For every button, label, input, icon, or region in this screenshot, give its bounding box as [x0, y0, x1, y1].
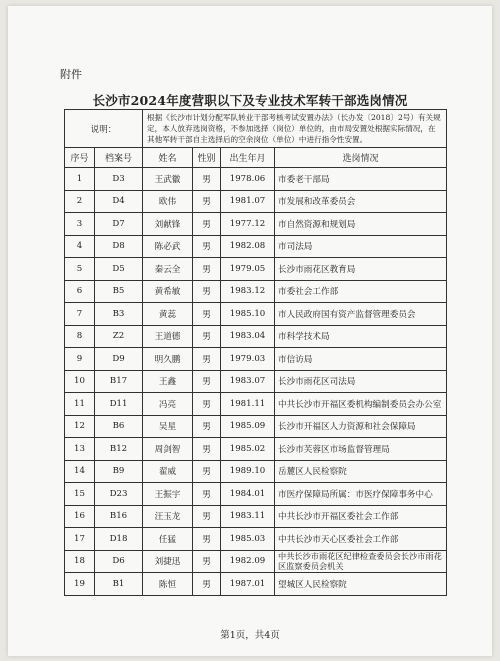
- cell-placement: 望城区人民检察院: [275, 573, 447, 596]
- attachment-label: 附件: [60, 68, 82, 81]
- cell-index: 18: [65, 550, 95, 573]
- cell-placement: 市人民政府国有资产监督管理委员会: [275, 303, 447, 326]
- table-row: [65, 393, 447, 416]
- cell-file-no: B3: [95, 303, 143, 326]
- table-row: [65, 573, 447, 596]
- cell-birth: 1979.03: [221, 348, 275, 371]
- cell-gender: 男: [193, 573, 221, 596]
- cell-index: 12: [65, 415, 95, 438]
- cell-gender: 男: [193, 393, 221, 416]
- cell-name: 刘献锋: [143, 213, 193, 236]
- cell-gender: 男: [193, 460, 221, 483]
- note-row: [65, 110, 447, 148]
- cell-index: 9: [65, 348, 95, 371]
- cell-name: 刘捷迅: [143, 550, 193, 573]
- cell-birth: 1978.06: [221, 168, 275, 191]
- cell-birth: 1985.10: [221, 303, 275, 326]
- cell-gender: 男: [193, 415, 221, 438]
- cell-placement: 长沙市开福区人力资源和社会保障局: [275, 415, 447, 438]
- cell-birth: 1985.02: [221, 438, 275, 461]
- cell-gender: 男: [193, 213, 221, 236]
- table-row: [65, 168, 447, 191]
- table-row: [65, 483, 447, 506]
- cell-index: 19: [65, 573, 95, 596]
- cell-gender: 男: [193, 370, 221, 393]
- cell-file-no: D3: [95, 168, 143, 191]
- cell-index: 5: [65, 258, 95, 281]
- page-footer: 第1页，共4页: [220, 630, 280, 641]
- cell-birth: 1984.01: [221, 483, 275, 506]
- cell-gender: 男: [193, 483, 221, 506]
- table-row: [65, 550, 447, 573]
- cell-file-no: B12: [95, 438, 143, 461]
- note-label: 说明：: [65, 110, 143, 148]
- cell-file-no: D11: [95, 393, 143, 416]
- cell-placement: 中共长沙市天心区委社会工作部: [275, 528, 447, 551]
- cell-file-no: D4: [95, 190, 143, 213]
- table-row: [65, 505, 447, 528]
- cell-placement: 中共长沙市雨花区纪律检查委员会长沙市雨花区监察委员会机关: [275, 550, 447, 573]
- col-header-index: 序号: [65, 148, 95, 168]
- cell-name: 王武徽: [143, 168, 193, 191]
- cell-name: 王鑫: [143, 370, 193, 393]
- cell-index: 4: [65, 235, 95, 258]
- cell-placement: 岳麓区人民检察院: [275, 460, 447, 483]
- col-header-placement: 选岗情况: [275, 148, 447, 168]
- cell-gender: 男: [193, 190, 221, 213]
- table-row: [65, 438, 447, 461]
- document-title: 长沙市2024年度营职以下及专业技术军转干部选岗情况: [92, 93, 408, 108]
- cell-name: 明久鹏: [143, 348, 193, 371]
- cell-file-no: B1: [95, 573, 143, 596]
- cell-birth: 1989.10: [221, 460, 275, 483]
- cell-birth: 1981.07: [221, 190, 275, 213]
- cell-index: 16: [65, 505, 95, 528]
- table-row: [65, 235, 447, 258]
- cell-file-no: B5: [95, 280, 143, 303]
- cell-file-no: D18: [95, 528, 143, 551]
- placement-table: [64, 109, 447, 596]
- cell-birth: 1982.09: [221, 550, 275, 573]
- cell-gender: 男: [193, 505, 221, 528]
- cell-file-no: B9: [95, 460, 143, 483]
- cell-gender: 男: [193, 438, 221, 461]
- table-row: [65, 348, 447, 371]
- cell-birth: 1977.12: [221, 213, 275, 236]
- cell-index: 6: [65, 280, 95, 303]
- cell-name: 陈恒: [143, 573, 193, 596]
- cell-index: 7: [65, 303, 95, 326]
- cell-birth: 1985.09: [221, 415, 275, 438]
- cell-birth: 1983.12: [221, 280, 275, 303]
- table-row: [65, 370, 447, 393]
- cell-file-no: B17: [95, 370, 143, 393]
- cell-gender: 男: [193, 235, 221, 258]
- cell-name: 黄蕊: [143, 303, 193, 326]
- cell-index: 10: [65, 370, 95, 393]
- cell-name: 吴星: [143, 415, 193, 438]
- cell-index: 11: [65, 393, 95, 416]
- cell-name: 黄希敏: [143, 280, 193, 303]
- cell-name: 秦云全: [143, 258, 193, 281]
- cell-placement: 长沙市雨花区司法局: [275, 370, 447, 393]
- cell-index: 14: [65, 460, 95, 483]
- header-row: [65, 148, 447, 168]
- cell-gender: 男: [193, 280, 221, 303]
- cell-index: 17: [65, 528, 95, 551]
- cell-placement: 市发展和改革委员会: [275, 190, 447, 213]
- table-row: [65, 415, 447, 438]
- table-row: [65, 213, 447, 236]
- cell-birth: 1983.07: [221, 370, 275, 393]
- cell-gender: 男: [193, 303, 221, 326]
- cell-birth: 1983.11: [221, 505, 275, 528]
- table-row: [65, 325, 447, 348]
- cell-placement: 中共长沙市开福区委机构编制委员会办公室: [275, 393, 447, 416]
- cell-file-no: Z2: [95, 325, 143, 348]
- cell-gender: 男: [193, 528, 221, 551]
- cell-birth: 1985.03: [221, 528, 275, 551]
- cell-name: 翟威: [143, 460, 193, 483]
- table-row: [65, 528, 447, 551]
- cell-name: 王道德: [143, 325, 193, 348]
- cell-index: 15: [65, 483, 95, 506]
- cell-file-no: D6: [95, 550, 143, 573]
- cell-index: 13: [65, 438, 95, 461]
- cell-file-no: D7: [95, 213, 143, 236]
- cell-placement: 市医疗保障局所属：市医疗保障事务中心: [275, 483, 447, 506]
- cell-placement: 市科学技术局: [275, 325, 447, 348]
- col-header-birth: 出生年月: [221, 148, 275, 168]
- cell-birth: 1987.01: [221, 573, 275, 596]
- cell-file-no: B6: [95, 415, 143, 438]
- cell-gender: 男: [193, 325, 221, 348]
- table-row: [65, 190, 447, 213]
- cell-placement: 市司法局: [275, 235, 447, 258]
- cell-placement: 市信访局: [275, 348, 447, 371]
- cell-placement: 中共长沙市开福区委社会工作部: [275, 505, 447, 528]
- table-row: [65, 303, 447, 326]
- table-row: [65, 258, 447, 281]
- col-header-name: 姓名: [143, 148, 193, 168]
- cell-gender: 男: [193, 258, 221, 281]
- cell-placement: 长沙市芙蓉区市场监督管理局: [275, 438, 447, 461]
- table-row: [65, 460, 447, 483]
- cell-gender: 男: [193, 550, 221, 573]
- col-header-gender: 性别: [193, 148, 221, 168]
- cell-index: 2: [65, 190, 95, 213]
- cell-name: 冯亮: [143, 393, 193, 416]
- cell-placement: 市自然资源和规划局: [275, 213, 447, 236]
- cell-index: 8: [65, 325, 95, 348]
- cell-gender: 男: [193, 168, 221, 191]
- cell-birth: 1982.08: [221, 235, 275, 258]
- cell-placement: 长沙市雨花区教育局: [275, 258, 447, 281]
- cell-name: 陈必武: [143, 235, 193, 258]
- table-row: [65, 280, 447, 303]
- cell-index: 1: [65, 168, 95, 191]
- col-header-file-no: 档案号: [95, 148, 143, 168]
- cell-birth: 1981.11: [221, 393, 275, 416]
- cell-name: 任猛: [143, 528, 193, 551]
- cell-file-no: B16: [95, 505, 143, 528]
- cell-name: 汪玉龙: [143, 505, 193, 528]
- cell-birth: 1983.04: [221, 325, 275, 348]
- note-text: 根据《长沙市计划分配军队转业干部考核考试安置办法》（长办发〔2018〕2号）有关规定，本人放弃选岗资格，不参加选择（岗位）单位的，由市局安置处根据实际情况，在其他军转干部自主选择后的空余岗位（单位）中进行指令性安置。: [143, 110, 447, 148]
- cell-birth: 1979.05: [221, 258, 275, 281]
- cell-placement: 市委老干部局: [275, 168, 447, 191]
- cell-name: 周剑智: [143, 438, 193, 461]
- cell-index: 3: [65, 213, 95, 236]
- cell-placement: 市委社会工作部: [275, 280, 447, 303]
- cell-name: 王振宇: [143, 483, 193, 506]
- document-page: [8, 6, 492, 656]
- cell-file-no: D9: [95, 348, 143, 371]
- cell-file-no: D5: [95, 258, 143, 281]
- cell-file-no: D23: [95, 483, 143, 506]
- cell-name: 欧伟: [143, 190, 193, 213]
- cell-file-no: D8: [95, 235, 143, 258]
- cell-gender: 男: [193, 348, 221, 371]
